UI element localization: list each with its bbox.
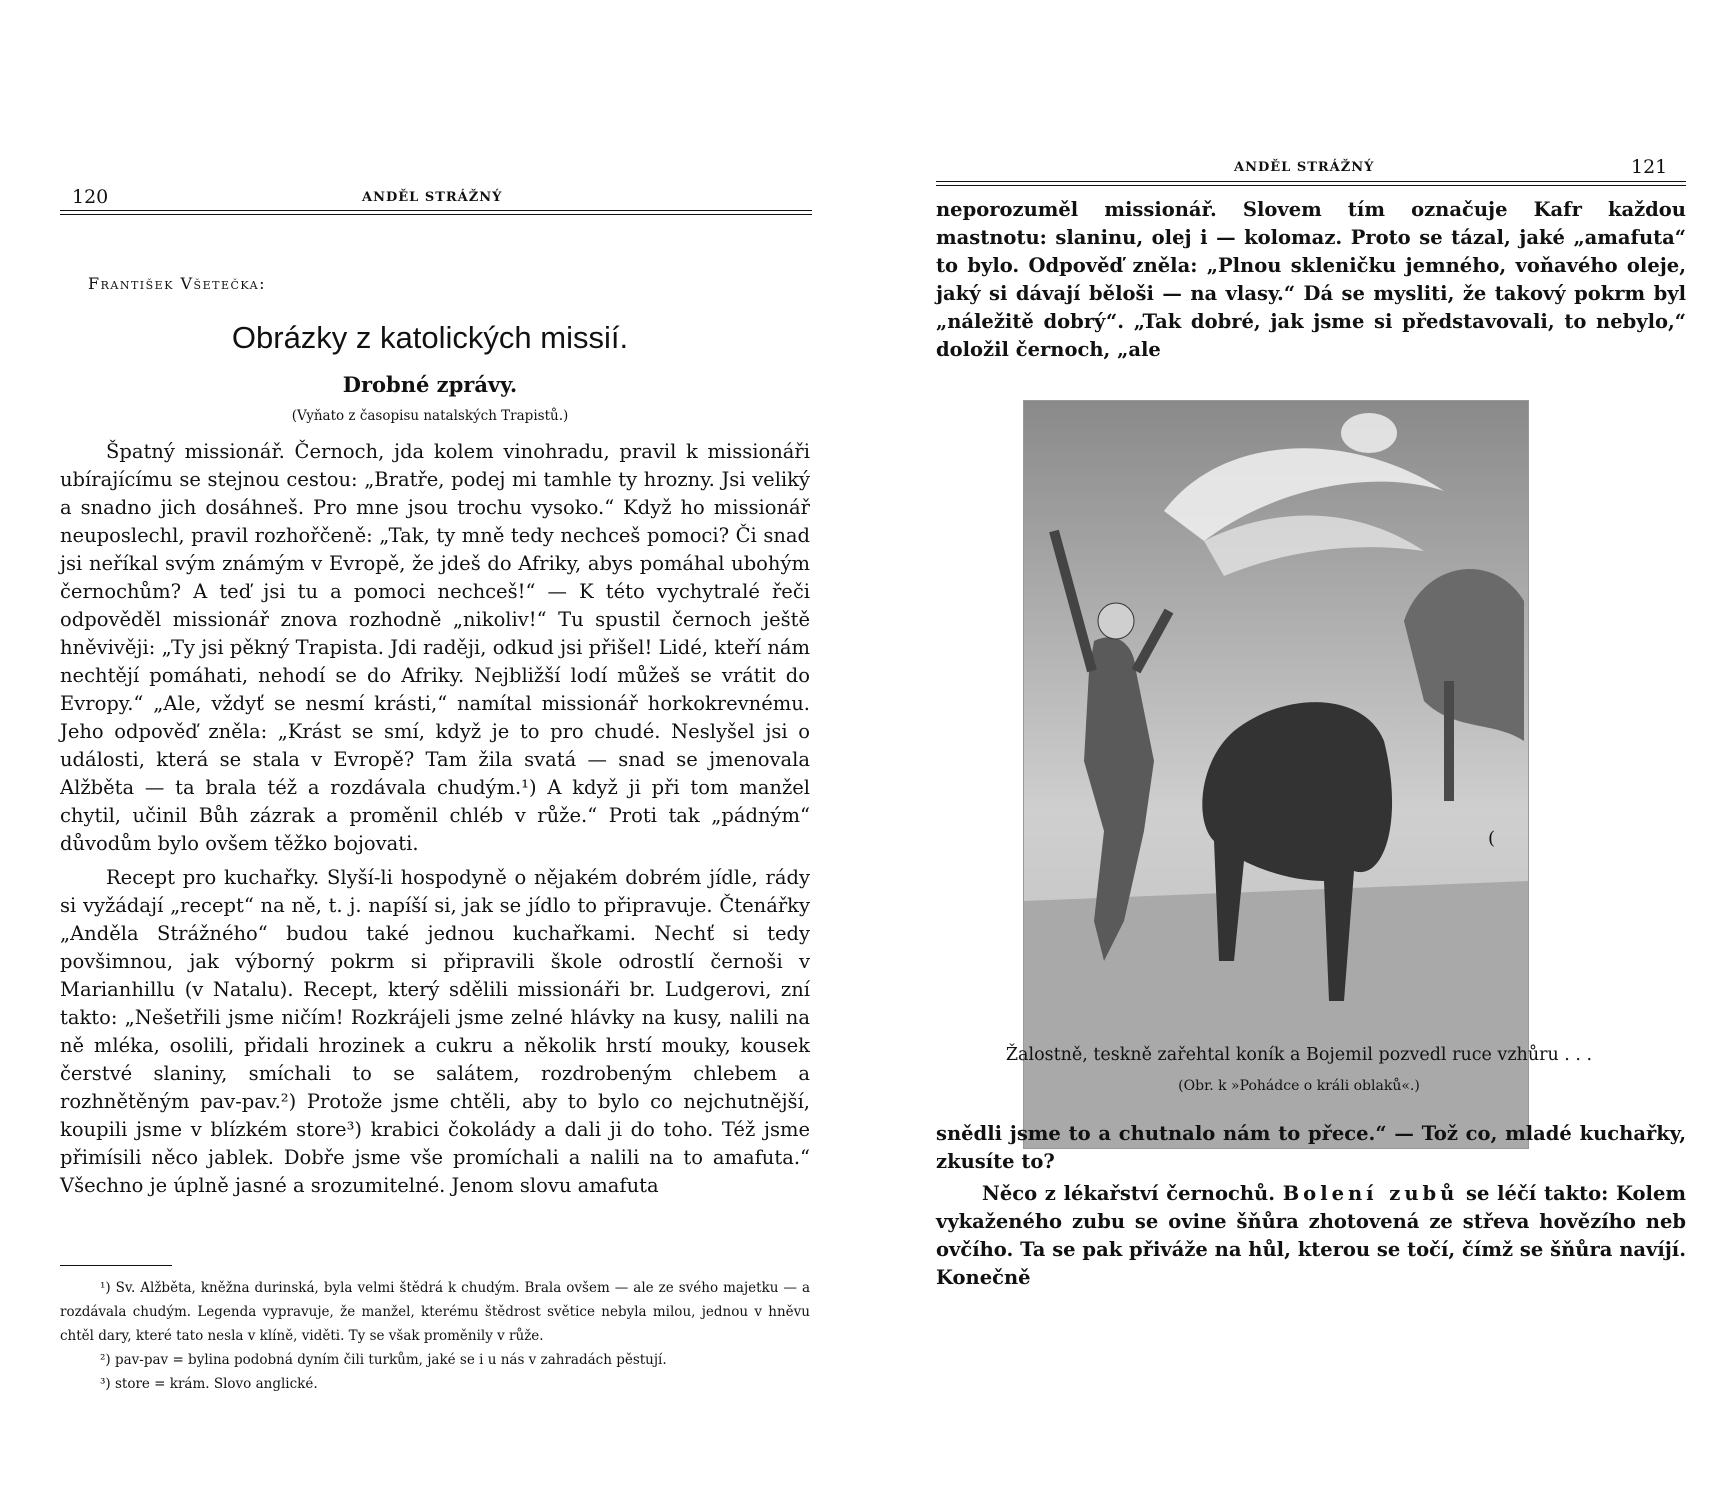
paragraph-body: Černoch, jda kolem vinohradu, pravil k missionáři ubírajícímu se stejnou cestou: „Bratře, podej mi tamhle ty hrozny. Jsi veliký a snadno jich dosáhneš. Pro mne jsou trochu vysoko.“ Když ho missionář neuposlechl, pravil rozhořčeně: „Tak, ty mně tedy nechceš pomoci? Či snad jsi neříkal svým známým v Evropě, že jdeš do Afriky, abys pomáhal ubohým černochům? A teď jsi tu a pomoci nechceš!“ — K této vychytralé řeči odpověděl missionář znova rozhodně „nikoliv!“ Tu spustil černoch ještě hněvivěji: „Ty jsi pěkný Trapista. Jdi raději, odkud jsi přišel! Lidé, kteří nám nechtějí pomáhati, nehodí se do Afriky. Nejbližší lodí můžeš se vrátit do Evropy.“ „Ale, vždyť se nesmí krásti,“ namítal missionář horkokrevnému. Jeho odpověď zněla: „Krást se smí, když je to pro chudé. Neslyšel jsi o události, která se stala v Evropě? Tam žila svatá — snad se jmenovala Alžběta — ta brala též a rozdávala chudým.¹) A když ji při tom manžel chytil, učinil Bůh zázrak a proměnil chléb v růže.“ Proti tak „pádným“ důvodům bylo ovšem těžko bojovati. — [60, 440, 810, 855]
paragraph-lead: Recept pro kuchařky. — [106, 866, 320, 889]
illustration — [1023, 400, 1529, 1149]
header-rule — [60, 210, 812, 211]
left-body — [60, 438, 810, 1200]
right-top-text: neporozuměl missionář. Slovem tím označuje Kafr každou mastnotu: slaninu, olej i — kolomaz. Proto se tázal, jaké „amafuta“ to bylo. Odpověď zněla: „Plnou skleničku jemného, voňavého oleje, jaký si dávají běloši — na vlasy.“ Dá se mysliti, že takový pokrm byl „náležitě dobrý“. „Tak dobré, jak jsme si představovali, to nebylo,“ doložil černoch, „ale — [936, 198, 1686, 361]
footnote-3: ³) store = krám. Slovo anglické. — [100, 1376, 318, 1392]
footnotes — [60, 1276, 810, 1396]
margin-mark: ( — [1488, 828, 1496, 849]
right-page — [866, 0, 1732, 1500]
spaced-phrase: Bolení zubů — [1282, 1182, 1459, 1205]
paragraph-medicine — [936, 1180, 1686, 1292]
right-bottom-text: snědli jsme to a chutnalo nám to přece.“ — Tož co, mladé kuchařky, zkusíte to? — [936, 1122, 1686, 1173]
article-title: Obrázky z katolických missií. — [231, 320, 629, 355]
illustration-tree-trunk — [1444, 681, 1454, 801]
paragraph-recipe — [60, 864, 810, 1200]
header-rule-thin — [60, 214, 812, 215]
running-title: ANDĚL STRÁŽNÝ — [362, 190, 503, 205]
illustration-cloud-face — [1341, 413, 1397, 453]
page-number: 120 — [72, 186, 109, 208]
illustration-caption: Žalostně, teskně zařehtal koník a Bojemil pozvedl ruce vzhůru . . . — [1005, 1045, 1593, 1065]
article-subtitle: Drobné zprávy. — [342, 372, 518, 397]
header-rule — [936, 181, 1686, 182]
running-title: ANDĚL STRÁŽNÝ — [1234, 160, 1375, 175]
paragraph-bad-missionary — [60, 438, 810, 858]
footnote-2: ²) pav-pav = bylina podobná dyním čili turkům, jaké se i u nás v zahradách pěstují. — [100, 1352, 667, 1368]
paragraph-lead: Špatný missionář. — [106, 440, 285, 463]
article-source: (Vyňato z časopisu natalských Trapistů.) — [291, 408, 569, 424]
page-number: 121 — [1631, 156, 1668, 178]
illustration-drawing — [1024, 401, 1528, 1148]
illustration-boy-head — [1098, 603, 1134, 639]
footnote-rule — [60, 1265, 172, 1266]
paragraph-body: Slyší-li hospodyně o nějakém dobrém jídle, rády si vyžádají „recept“ na ně, t. j. napíší si, jak se jídlo to připravuje. Čtenářky „Anděla Strážného“ budou také jednou kuchařkami. Nechť si tedy povšimnou, jak výborný pokrm si připravili škole odrostlí černoši v Marianhillu (v Natalu). Recept, který sdělili missionáři br. Ludgerovi, zní takto: „Nešetřili jsme ničím! Rozkrájeli jsme zelné hlávky na kusy, nalili na ně mléka, osolili, přidali hrozinek a cukru a několik hrstí mouky, kousek čerstvé slaniny, smíchali to se salátem, rozdrobeným chlebem a rozhnětěným pav-pav.²) Protože jsme chtěli, aby to bylo co nejchutnější, koupili jsme v blízkém store³) krabici čokolády a dali ji do toho. Též jsme přimísili něco jablek. Dobře jsme vše promíchali a nalili na to amafuta.“ Všechno je úplně jasné a srozumitelné. Jenom slovu amafuta — [60, 866, 810, 1197]
header-rule-thin — [936, 185, 1686, 186]
paragraph-lead: Něco z lékařství černochů. — [982, 1182, 1275, 1205]
illustration-subcaption: (Obr. k »Pohádce o králi oblaků«.) — [1178, 1078, 1420, 1094]
paragraph-medicine-text — [936, 1180, 1686, 1292]
paragraph-body: se léčí takto: Kolem vykaženého zubu se ovine šňůra zhotovená ze střeva hovězího neb ovčího. Ta se pak přiváže na hůl, kterou se točí, čímž se šňůra navíjí. Konečně — [936, 1182, 1686, 1289]
footnote-1: ¹) Sv. Alžběta, kněžna durinská, byla velmi štědrá k chudým. Brala ovšem — ale ze svého majetku — a rozdávala chudým. Legenda vypravuje, že manžel, kterému štědrost světice nebyla milou, jednou v hněvu chtěl dary, které tato nesla v klíně, viděti. Ty se však proměnily v růže. — [60, 1280, 810, 1344]
author-name: František Všetečka: — [88, 274, 267, 293]
